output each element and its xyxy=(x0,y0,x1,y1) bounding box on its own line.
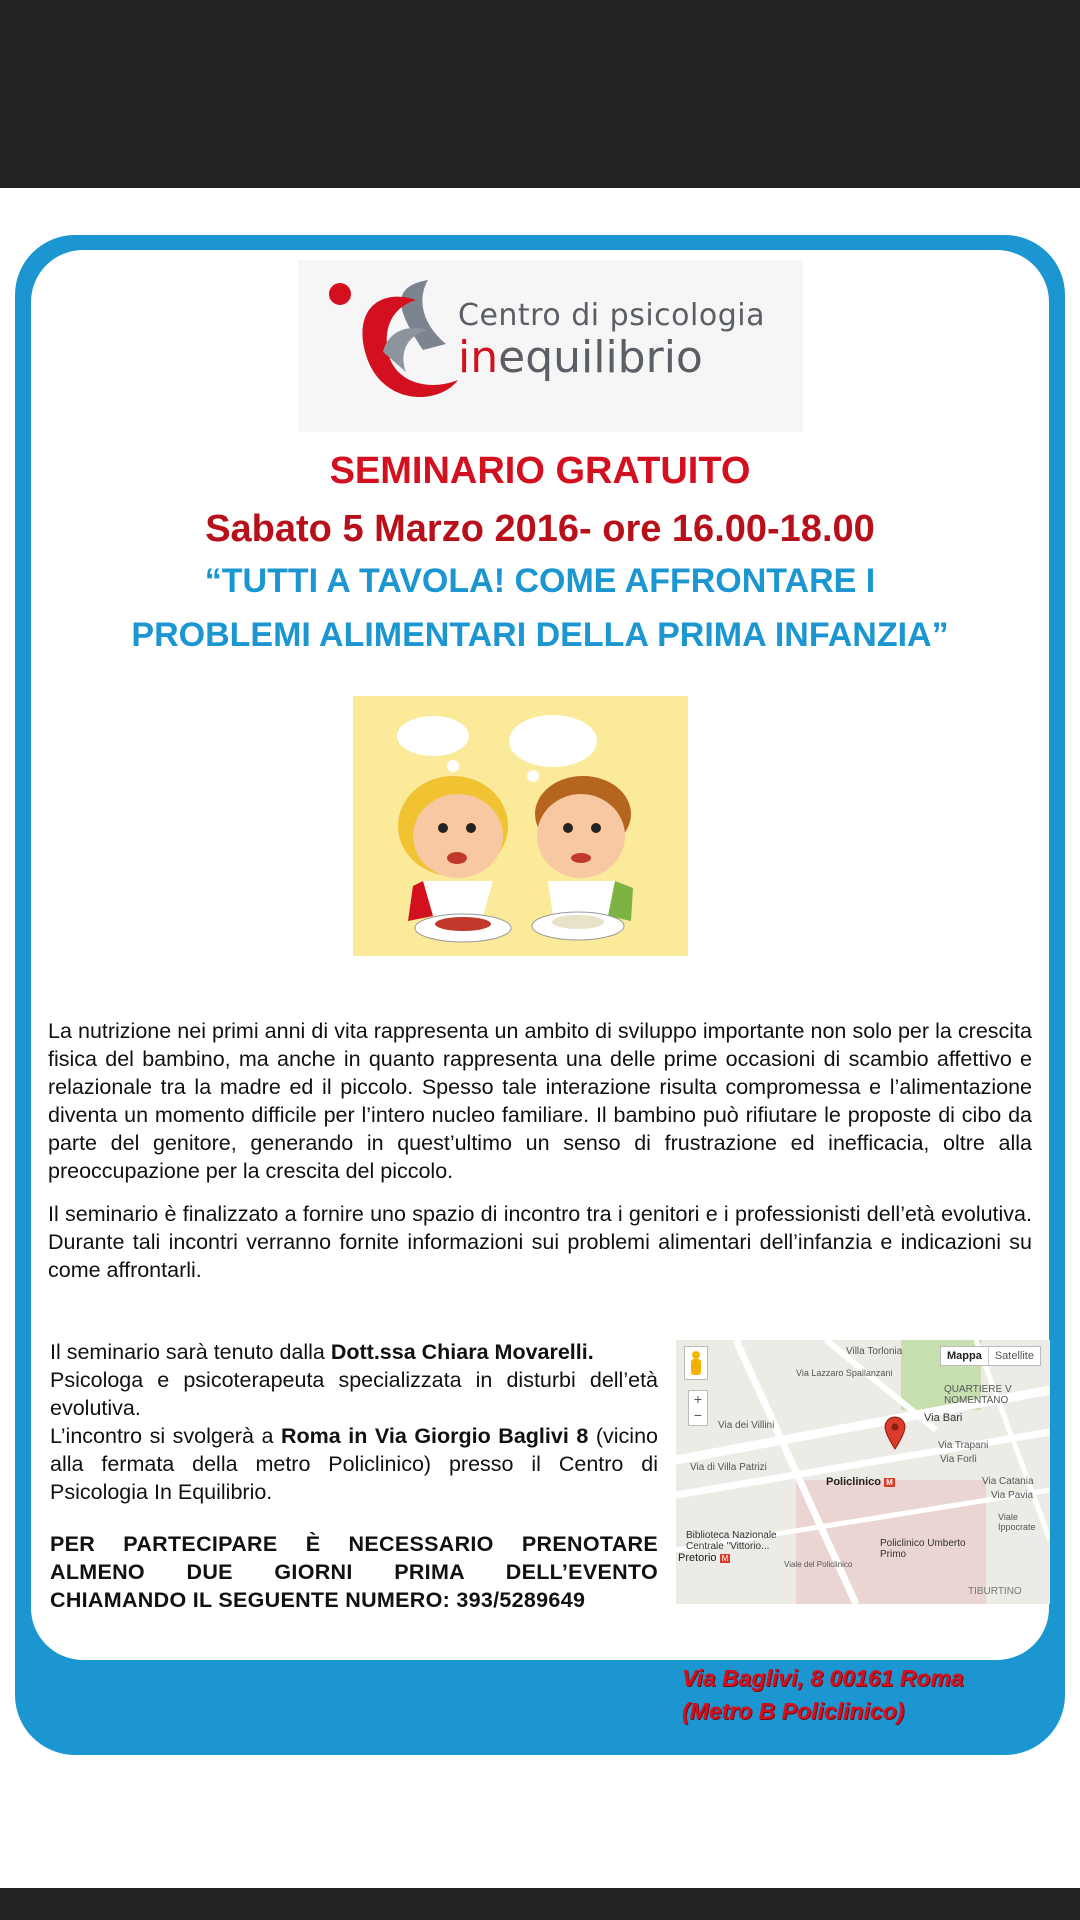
seminar-subtitle-line2: PROBLEMI ALIMENTARI DELLA PRIMA INFANZIA” xyxy=(131,616,949,654)
map-label-tiburtino: TIBURTINO xyxy=(968,1586,1022,1597)
map-type-map-button[interactable]: Mappa xyxy=(941,1347,989,1365)
zoom-out-button[interactable]: − xyxy=(693,1407,703,1423)
logo xyxy=(298,260,803,432)
logo-mark-icon xyxy=(328,272,478,422)
bottom-bar xyxy=(0,1888,1080,1920)
logo-text-in: in xyxy=(458,332,499,383)
map-label-villa-torlonia: Villa Torlonia xyxy=(846,1346,903,1357)
children-eating-illustration xyxy=(353,696,688,956)
seminar-subtitle-line1: “TUTTI A TAVOLA! COME AFFRONTARE I xyxy=(204,562,876,600)
address-line1: Via Baglivi, 8 00161 Roma xyxy=(682,1665,964,1691)
map-label-via-villini: Via dei Villini xyxy=(718,1420,775,1431)
booking-notice: PER PARTECIPARE È NECESSARIO PRENOTARE ALMENO DUE GIORNI PRIMA DELL’EVENTO CHIAMANDO IL SEGUENTE NUMERO: 393/5289649 xyxy=(50,1532,658,1612)
logo-text-line1: Centro di psicologia xyxy=(458,298,765,333)
map-label-via-catania: Via Catania xyxy=(982,1476,1034,1487)
street-view-pegman-icon[interactable] xyxy=(684,1346,708,1380)
paragraph-intro: La nutrizione nei primi anni di vita rappresenta un ambito di sviluppo importante non solo per la crescita fisica del bambino, ma anche in quanto rappresenta una delle prime occasioni di scambio affettivo e relazionale tra la madre ed il piccolo. Spesso tale interazione risulta compromessa e l’alimentazione diventa un momento difficile per l’intero nucleo familiare. Il bambino può rifiutare le proposte di cibo da parte del genitore, generando in quest’ultimo un senso di frustrazione ed inefficacia, oltre alla preoccupazione per la crescita del piccolo. xyxy=(48,1019,1032,1183)
map-label-viale-ippocrate: Viale Ippocrate xyxy=(998,1512,1036,1532)
map-label-umberto: Policlinico Umberto Primo xyxy=(880,1538,966,1560)
map-label-via-bari: Via Bari xyxy=(924,1412,963,1424)
seminar-date: Sabato 5 Marzo 2016- ore 16.00-18.00 xyxy=(205,508,875,550)
pretorio-text: Pretorio xyxy=(678,1552,717,1564)
map-label-via-trapani: Via Trapani xyxy=(938,1440,989,1451)
policlinico-text: Policlinico xyxy=(826,1476,882,1488)
map-label-quartiere: QUARTIERE V NOMENTANO xyxy=(944,1384,1012,1406)
map-label-biblioteca: Biblioteca Nazionale Centrale "Vittorio... xyxy=(686,1530,777,1552)
seminar-info xyxy=(50,1338,658,1506)
map-label-viale-policlinico: Viale del Policlinico xyxy=(784,1560,853,1569)
zoom-in-button[interactable]: + xyxy=(693,1391,703,1407)
location-address: Roma in Via Giorgio Baglivi 8 xyxy=(280,1424,589,1448)
location-map[interactable] xyxy=(676,1340,1050,1604)
map-label-via-forli: Via Forlì xyxy=(940,1454,978,1465)
address-line2: (Metro B Policlinico) xyxy=(682,1698,905,1724)
speaker-prefix: Il seminario sarà tenuto dalla xyxy=(50,1340,331,1364)
metro-icon: M xyxy=(721,1554,729,1563)
map-type-toggle xyxy=(940,1346,1041,1366)
location-details: (vicino alla fermata della metro Policlinico) presso il Centro di Psicologia In Equilibrio. xyxy=(50,1424,658,1504)
map-label-via-pavia: Via Pavia xyxy=(991,1490,1034,1501)
map-label-pretorio xyxy=(678,1552,730,1564)
zoom-control xyxy=(688,1390,708,1426)
map-label-policlinico xyxy=(826,1476,895,1488)
top-bar xyxy=(0,0,1080,188)
map-label-villa-patrizi: Via di Villa Patrizi xyxy=(690,1462,767,1473)
map-label-via-lazzaro: Via Lazzaro Spallanzani xyxy=(796,1368,893,1378)
children-illustration-icon xyxy=(353,696,688,956)
metro-icon: M xyxy=(886,1478,893,1487)
speaker-name: Dott.ssa Chiara Movarelli. xyxy=(330,1340,594,1364)
seminar-title: SEMINARIO GRATUITO xyxy=(329,450,751,492)
logo-text-line2 xyxy=(458,332,703,383)
speaker-role: Psicologa e psicoterapeuta specializzata in disturbi dell’età evolutiva. xyxy=(50,1368,658,1420)
map-pin-icon[interactable] xyxy=(884,1416,906,1450)
logo-text-equilibrio: equilibrio xyxy=(498,332,703,383)
location-prefix: L’incontro si svolgerà a xyxy=(50,1424,281,1448)
map-type-satellite-button[interactable]: Satellite xyxy=(994,1350,1034,1362)
paragraph-purpose: Il seminario è finalizzato a fornire uno spazio di incontro tra i genitori e i professionisti dell’età evolutiva. Durante tali incontri verranno fornite informazioni sui problemi alimentari dell’infanzia e indicazioni su come affrontarli. xyxy=(48,1202,1032,1282)
